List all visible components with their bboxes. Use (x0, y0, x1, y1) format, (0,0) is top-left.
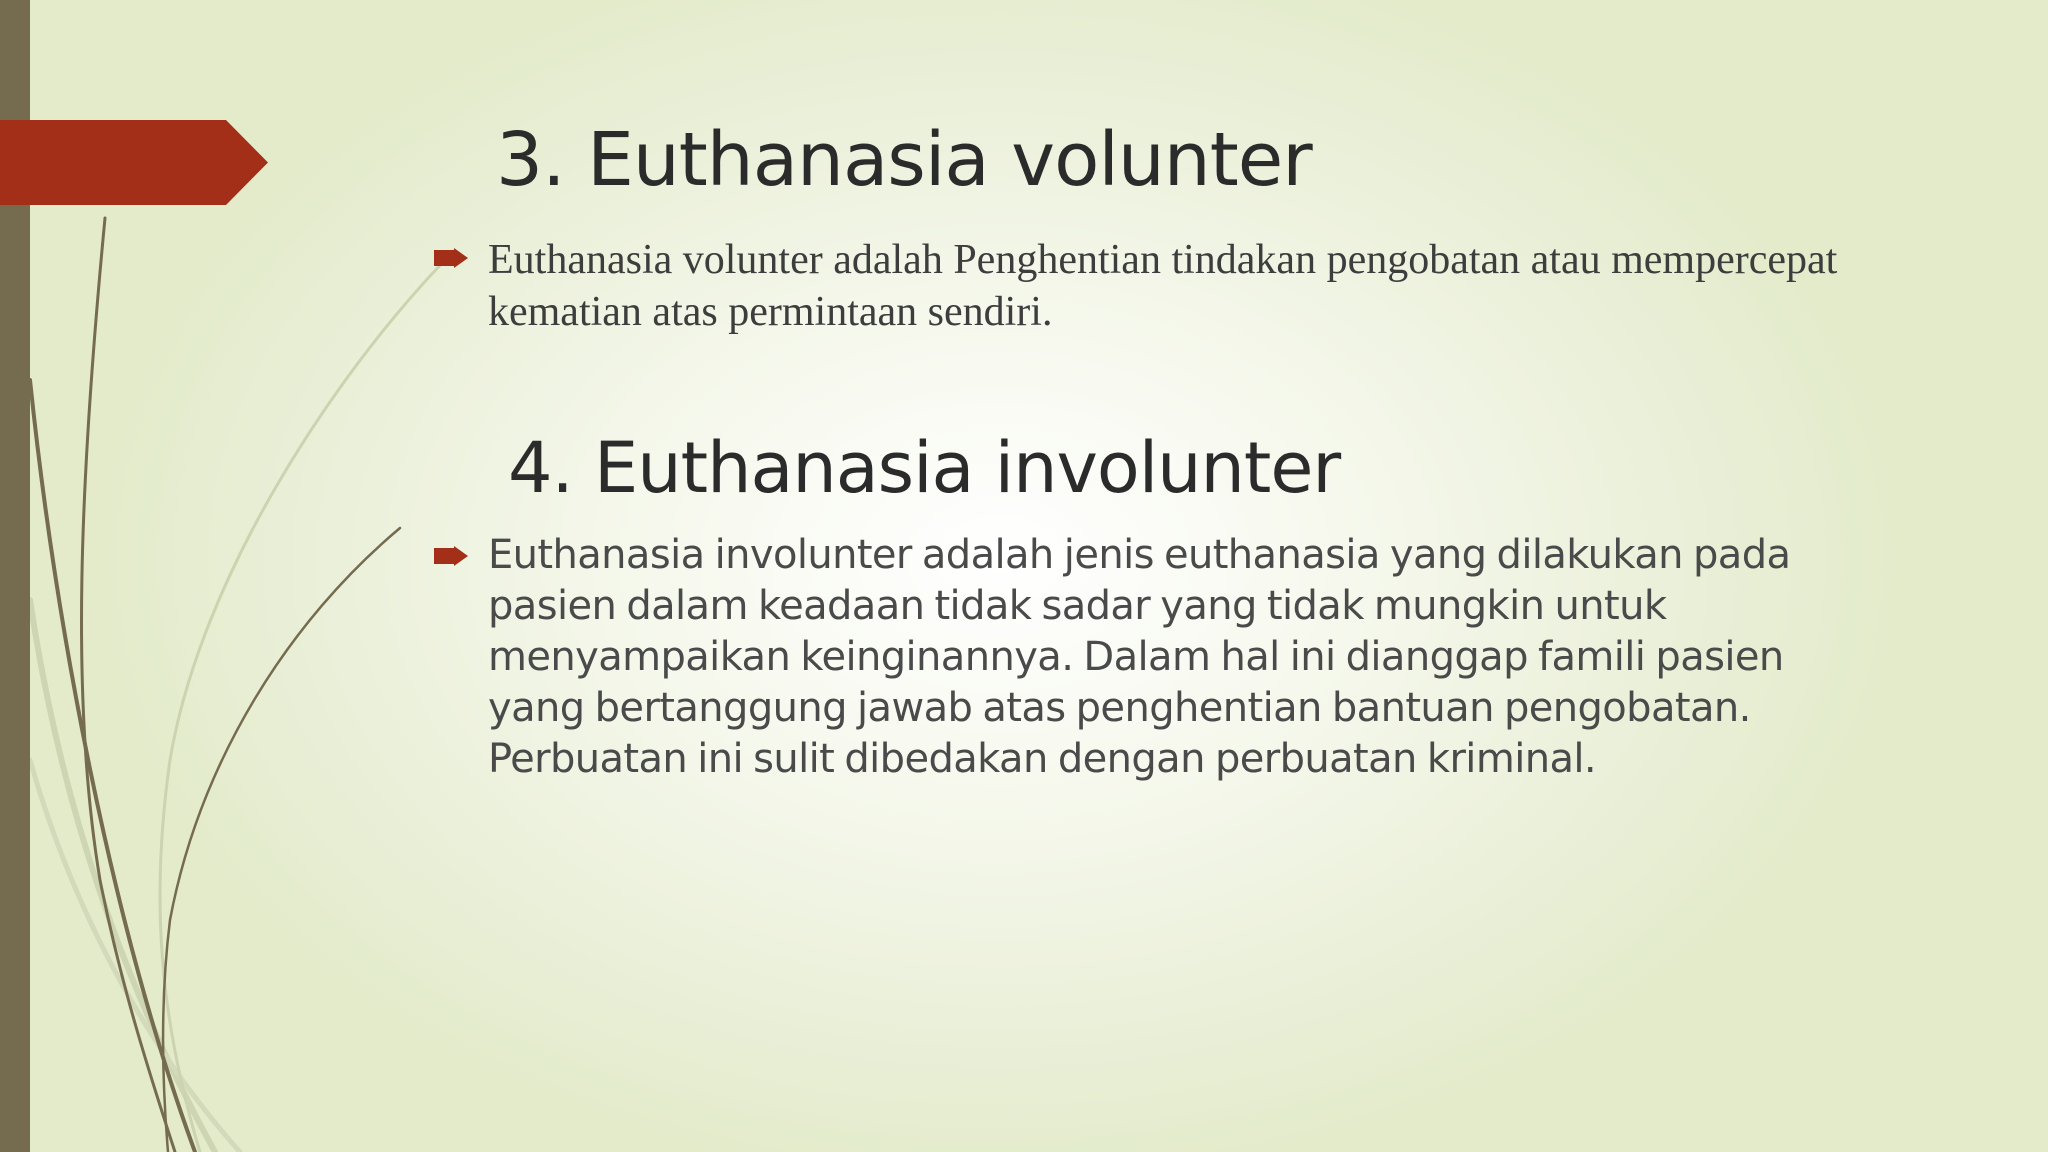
light-curve-3 (160, 260, 445, 1152)
heading-euthanasia-involunter: 4. Euthanasia involunter (508, 427, 1341, 509)
red-arrow-tab (0, 120, 268, 205)
bullet-item-involunter (434, 530, 1884, 785)
heading-euthanasia-volunter: 3. Euthanasia volunter (496, 117, 1312, 203)
arrow-bullet-icon (434, 248, 468, 268)
arrow-bullet-icon (434, 546, 468, 566)
bullet-text-volunter: Euthanasia volunter adalah Penghentian tindakan pengobatan atau mempercepat kematian atas permintaan sendiri. (488, 237, 1838, 335)
bullet-item-volunter (434, 234, 1884, 338)
dark-curve-3 (163, 528, 400, 1152)
bullet-text-involunter: Euthanasia involunter adalah jenis euthanasia yang dilakukan pada pasien dalam keadaan tidak sadar yang tidak mungkin untuk menyampaikan keinginannya. Dalam hal ini dianggap famili pasien yang bertanggung jawab atas penghentian bantuan pengobatan. Perbuatan ini sulit dibedakan dengan perbuatan kriminal. (488, 532, 1791, 782)
dark-curve-2 (81, 218, 175, 1152)
